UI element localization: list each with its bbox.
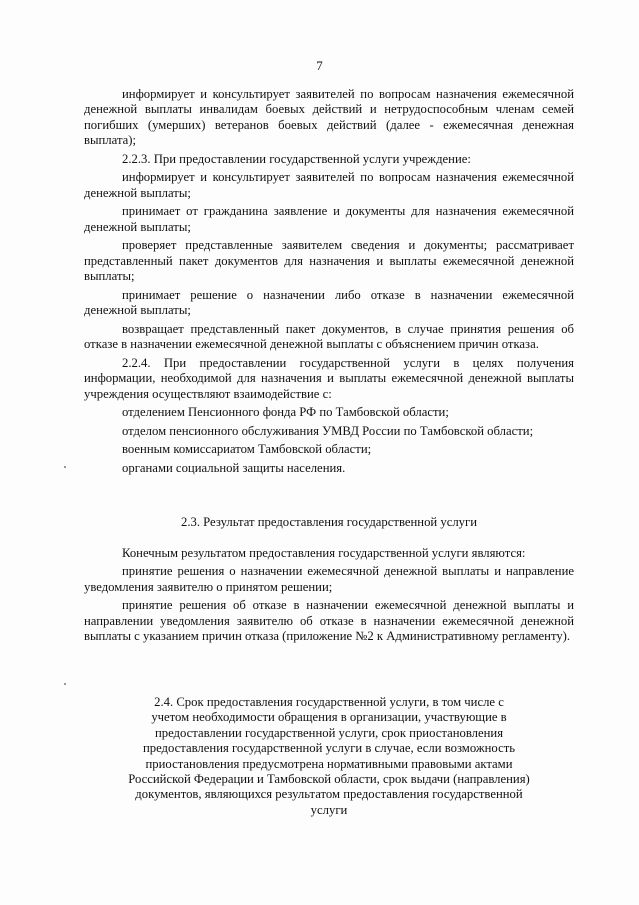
- heading-line: учетом необходимости обращения в организации, участвующие в: [151, 710, 507, 725]
- paragraph: возвращает представленный пакет документов, в случае принятия решения об отказе в назначении ежемесячной денежной выплаты с объяснением причин отказа.: [84, 321, 574, 352]
- paragraph: 2.2.3. При предоставлении государственной услуги учреждение:: [122, 151, 471, 166]
- paragraph: отделением Пенсионного фонда РФ по Тамбовской области;: [122, 405, 449, 420]
- scan-artifact: [64, 683, 66, 685]
- paragraph: информирует и консультирует заявителей по вопросам назначения ежемесячной денежной выплаты;: [84, 170, 574, 200]
- section-2-3-body: [84, 546, 574, 644]
- section-2-2-body: [84, 87, 574, 480]
- heading-line: услуги: [310, 802, 348, 817]
- scan-artifact: [64, 466, 66, 468]
- paragraph: принимает от гражданина заявление и документы для назначения ежемесячной денежной выплаты;: [84, 204, 574, 234]
- heading-line: Российской Федерации и Тамбовской области, срок выдачи (направления): [128, 772, 530, 787]
- section-2-4-heading: [84, 695, 574, 818]
- paragraph: отделом пенсионного обслуживания УМВД России по Тамбовской области;: [122, 423, 534, 438]
- paragraph: проверяет представленные заявителем сведения и документы; рассматривает представленный пакет документов для назначения и выплаты ежемесячной денежной выплаты;: [84, 238, 574, 284]
- paragraph: информирует и консультирует заявителей по вопросам назначения ежемесячной денежной выплаты инвалидам боевых действий и нетрудоспособным членам семей погибших (умерших) ветеранов боевых действий (далее - ежемесячная денежная выплата);: [84, 87, 574, 148]
- paragraph: принятие решения об отказе в назначении ежемесячной денежной выплаты и направлении уведомления заявителю об отказе в назначении ежемесячной денежной выплаты с указанием причин отказа (приложение №2 к Административному регламенту).: [84, 598, 574, 644]
- heading-line: приостановления предусмотрена нормативными правовыми актами: [145, 756, 513, 771]
- heading-line: 2.4. Срок предоставления государственной услуги, в том числе с: [154, 695, 504, 709]
- paragraph: принятие решения о назначении ежемесячной денежной выплаты и направление уведомления заявителю о принятом решении;: [84, 564, 574, 594]
- section-2-3-heading: 2.3. Результат предоставления государственной услуги: [180, 515, 478, 529]
- paragraph: Конечным результатом предоставления государственной услуги являются:: [122, 546, 526, 560]
- paragraph: 2.2.4. При предоставлении государственной услуги в целях получения информации, необходимой для назначения и выплаты ежемесячной денежной выплаты учреждения осуществляют взаимодействие с:: [84, 355, 574, 401]
- heading-line: документов, являющихся результатом предоставления государственной: [135, 787, 523, 802]
- paragraph: военным комиссариатом Тамбовской области;: [122, 442, 372, 457]
- paragraph: органами социальной защиты населения.: [122, 461, 346, 475]
- paragraph: принимает решение о назначении либо отказе в назначении ежемесячной денежной выплаты;: [84, 287, 574, 318]
- heading-line: предоставления государственной услуги в случае, если возможность: [142, 741, 516, 756]
- page-number: 7: [316, 58, 323, 73]
- heading-line: предоставлении государственной услуги, срок приостановления: [154, 725, 504, 740]
